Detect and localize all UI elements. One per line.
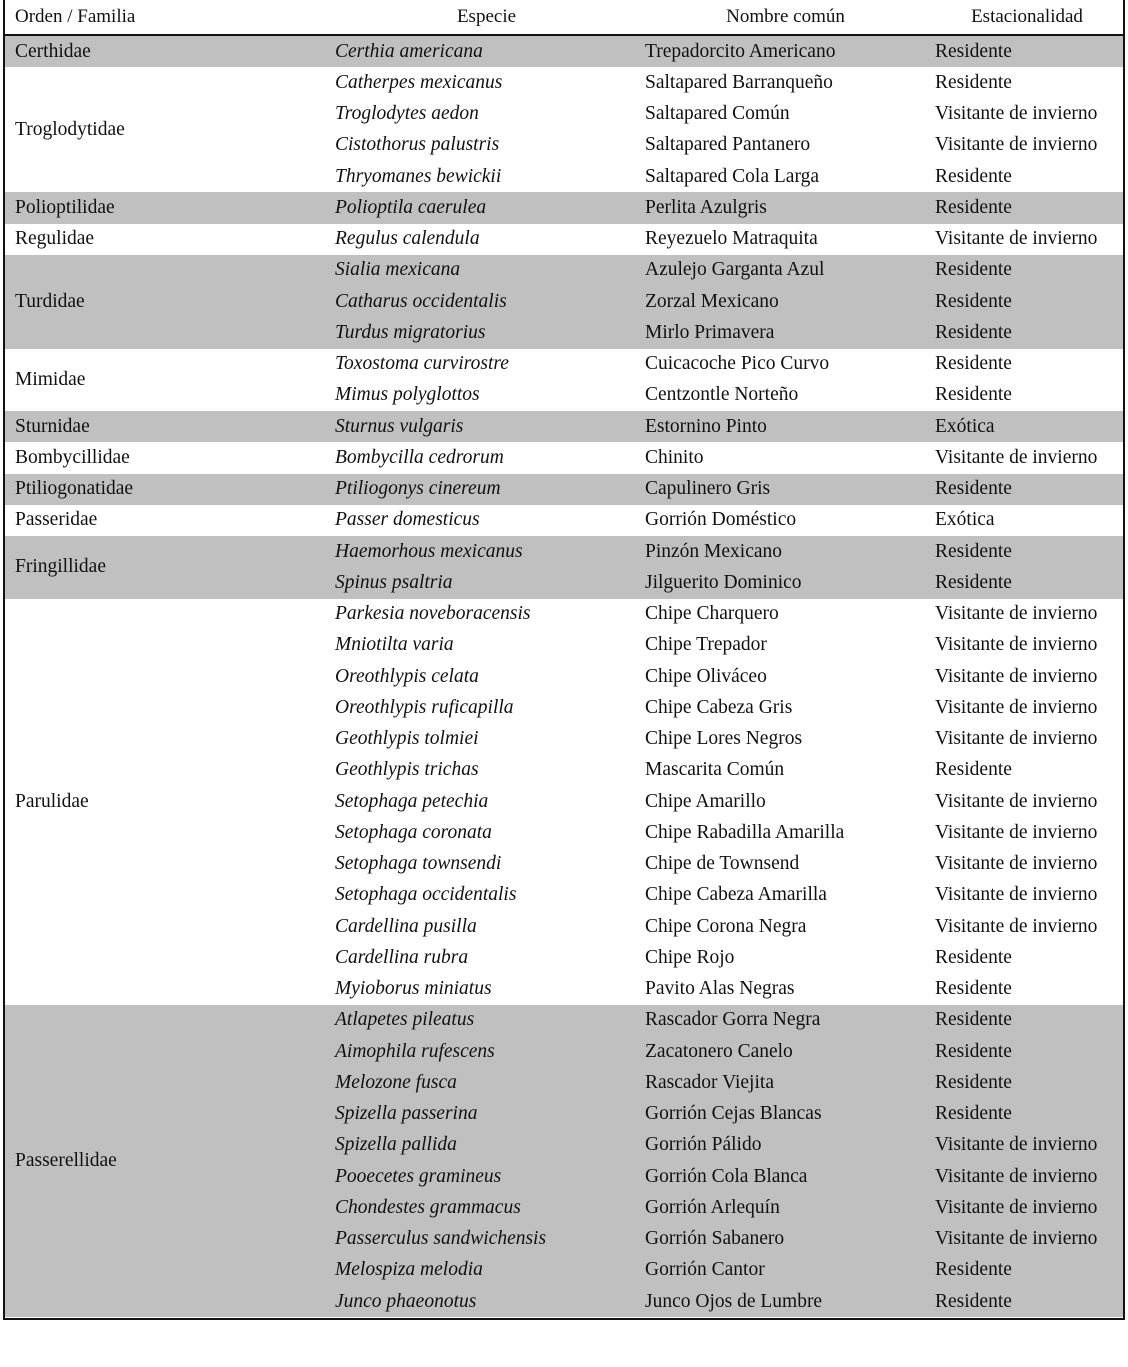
common-name-cell: Gorrión Cola Blanca xyxy=(640,1161,931,1192)
common-name-cell: Cuicacoche Pico Curvo xyxy=(645,353,830,375)
species-cell: Haemorhous mexicanus xyxy=(333,536,640,567)
family-cell: Passeridae xyxy=(15,509,98,531)
species-cell: Mimus polyglottos xyxy=(335,384,480,406)
common-name-cell: Capulinero Gris xyxy=(640,474,931,505)
family-cell: Sturnidae xyxy=(5,411,333,442)
species-cell: Geothlypis tolmiei xyxy=(335,728,479,750)
common-name-cell: Gorrión Doméstico xyxy=(645,509,797,531)
seasonality-cell: Visitante de invierno xyxy=(935,103,1098,125)
species-table-container xyxy=(3,0,1125,1320)
common-name-cell: Pinzón Mexicano xyxy=(640,536,931,567)
seasonality-cell: Exótica xyxy=(935,509,995,531)
common-name-cell: Gorrión Sabanero xyxy=(640,1224,931,1255)
table-row xyxy=(5,1005,1123,1036)
species-cell: Spinus psaltria xyxy=(333,567,640,598)
table-row xyxy=(5,224,1123,255)
species-cell: Aimophila rufescens xyxy=(333,1036,640,1067)
family-cell: Ptiliogonatidae xyxy=(5,474,333,505)
species-cell: Passerculus sandwichensis xyxy=(333,1224,640,1255)
common-name-cell: Gorrión Cejas Blancas xyxy=(640,1099,931,1130)
common-name-cell: Estornino Pinto xyxy=(640,411,931,442)
seasonality-cell: Residente xyxy=(931,192,1123,223)
table-row xyxy=(5,536,1123,567)
species-cell: Junco phaeonotus xyxy=(333,1286,640,1317)
common-name-cell: Gorrión Pálido xyxy=(640,1130,931,1161)
family-cell: Mimidae xyxy=(15,368,86,390)
seasonality-cell: Visitante de invierno xyxy=(931,1130,1123,1161)
species-cell: Turdus migratorius xyxy=(333,317,640,348)
seasonality-cell: Visitante de invierno xyxy=(931,1224,1123,1255)
seasonality-cell: Residente xyxy=(931,317,1123,348)
header-common-name: Nombre común xyxy=(640,0,931,35)
table-row xyxy=(5,35,1123,67)
header-row xyxy=(5,0,1123,35)
seasonality-cell: Visitante de invierno xyxy=(935,446,1098,468)
seasonality-cell: Visitante de invierno xyxy=(935,790,1098,812)
seasonality-cell: Residente xyxy=(931,536,1123,567)
common-name-cell: Chipe de Townsend xyxy=(645,853,800,875)
common-name-cell: Centzontle Norteño xyxy=(645,384,799,406)
seasonality-cell: Residente xyxy=(935,946,1012,968)
family-cell: Passerellidae xyxy=(5,1005,333,1318)
species-cell: Oreothlypis celata xyxy=(335,665,479,687)
seasonality-cell: Exótica xyxy=(931,411,1123,442)
family-cell: Troglodytidae xyxy=(15,118,125,140)
species-cell: Thryomanes bewickii xyxy=(335,165,502,187)
seasonality-cell: Residente xyxy=(931,1005,1123,1036)
common-name-cell: Gorrión Cantor xyxy=(640,1255,931,1286)
family-cell: Regulidae xyxy=(15,228,95,250)
species-cell: Passer domesticus xyxy=(335,509,480,531)
seasonality-cell: Residente xyxy=(931,286,1123,317)
family-cell: Parulidae xyxy=(15,790,89,812)
table-row xyxy=(5,599,1123,630)
seasonality-cell: Residente xyxy=(935,71,1012,93)
seasonality-cell: Residente xyxy=(935,759,1012,781)
species-cell: Mniotilta varia xyxy=(335,634,454,656)
common-name-cell: Mirlo Primavera xyxy=(640,317,931,348)
table-row xyxy=(5,255,1123,286)
common-name-cell: Reyezuelo Matraquita xyxy=(645,228,818,250)
species-cell: Ptiliogonys cinereum xyxy=(333,474,640,505)
seasonality-cell: Residente xyxy=(931,1067,1123,1098)
seasonality-cell: Residente xyxy=(931,1036,1123,1067)
table-row xyxy=(5,67,1123,98)
seasonality-cell: Residente xyxy=(931,255,1123,286)
common-name-cell: Rascador Gorra Negra xyxy=(640,1005,931,1036)
seasonality-cell: Visitante de invierno xyxy=(935,728,1098,750)
common-name-cell: Chipe Corona Negra xyxy=(645,915,807,937)
common-name-cell: Chipe Amarillo xyxy=(645,790,766,812)
species-cell: Pooecetes gramineus xyxy=(333,1161,640,1192)
seasonality-cell: Residente xyxy=(931,1286,1123,1317)
species-cell: Sialia mexicana xyxy=(333,255,640,286)
header-family: Orden / Familia xyxy=(5,0,333,35)
species-cell: Toxostoma curvirostre xyxy=(335,353,509,375)
seasonality-cell: Visitante de invierno xyxy=(935,821,1098,843)
seasonality-cell: Residente xyxy=(931,1099,1123,1130)
species-cell: Melospiza melodia xyxy=(333,1255,640,1286)
species-cell: Melozone fusca xyxy=(333,1067,640,1098)
common-name-cell: Zorzal Mexicano xyxy=(640,286,931,317)
common-name-cell: Chipe Trepador xyxy=(645,634,767,656)
table-row xyxy=(5,505,1123,536)
table-row xyxy=(5,411,1123,442)
seasonality-cell: Visitante de invierno xyxy=(935,915,1098,937)
seasonality-cell: Residente xyxy=(935,978,1012,1000)
species-cell: Spizella passerina xyxy=(333,1099,640,1130)
species-cell: Atlapetes pileatus xyxy=(333,1005,640,1036)
species-cell: Myioborus miniatus xyxy=(335,978,492,1000)
common-name-cell: Pavito Alas Negras xyxy=(645,978,795,1000)
seasonality-cell: Visitante de invierno xyxy=(935,134,1098,156)
common-name-cell: Mascarita Común xyxy=(645,759,785,781)
species-cell: Certhia americana xyxy=(333,35,640,67)
common-name-cell: Perlita Azulgris xyxy=(640,192,931,223)
family-cell: Certhidae xyxy=(5,35,333,67)
seasonality-cell: Residente xyxy=(931,567,1123,598)
species-cell: Catherpes mexicanus xyxy=(335,71,503,93)
species-cell: Troglodytes aedon xyxy=(335,103,479,125)
common-name-cell: Chipe Rojo xyxy=(645,946,735,968)
common-name-cell: Azulejo Garganta Azul xyxy=(640,255,931,286)
species-cell: Cistothorus palustris xyxy=(335,134,500,156)
species-cell: Polioptila caerulea xyxy=(333,192,640,223)
common-name-cell: Chipe Charquero xyxy=(645,603,779,625)
common-name-cell: Chipe Rabadilla Amarilla xyxy=(645,821,845,843)
species-cell: Spizella pallida xyxy=(333,1130,640,1161)
seasonality-cell: Visitante de invierno xyxy=(935,853,1098,875)
common-name-cell: Chipe Oliváceo xyxy=(645,665,767,687)
common-name-cell: Chinito xyxy=(645,446,704,468)
species-cell: Regulus calendula xyxy=(335,228,480,250)
common-name-cell: Junco Ojos de Lumbre xyxy=(640,1286,931,1317)
seasonality-cell: Residente xyxy=(935,165,1012,187)
seasonality-cell: Visitante de invierno xyxy=(935,884,1098,906)
table-row xyxy=(5,474,1123,505)
family-cell: Turdidae xyxy=(5,255,333,349)
header-seasonality: Estacionalidad xyxy=(931,0,1123,35)
species-cell: Setophaga petechia xyxy=(335,790,489,812)
species-cell: Cardellina rubra xyxy=(335,946,469,968)
species-cell: Setophaga townsendi xyxy=(335,853,502,875)
common-name-cell: Saltapared Pantanero xyxy=(645,134,811,156)
species-cell: Cardellina pusilla xyxy=(335,915,477,937)
header-species: Especie xyxy=(333,0,640,35)
common-name-cell: Jilguerito Dominico xyxy=(640,567,931,598)
species-cell: Geothlypis trichas xyxy=(335,759,479,781)
common-name-cell: Chipe Lores Negros xyxy=(645,728,803,750)
common-name-cell: Saltapared Cola Larga xyxy=(645,165,819,187)
common-name-cell: Chipe Cabeza Gris xyxy=(645,696,793,718)
table-row xyxy=(5,349,1123,380)
table-body xyxy=(5,35,1123,1317)
seasonality-cell: Visitante de invierno xyxy=(935,665,1098,687)
species-cell: Bombycilla cedrorum xyxy=(335,446,504,468)
common-name-cell: Zacatonero Canelo xyxy=(640,1036,931,1067)
family-cell: Bombycillidae xyxy=(15,446,130,468)
seasonality-cell: Residente xyxy=(931,474,1123,505)
family-cell: Polioptilidae xyxy=(5,192,333,223)
common-name-cell: Rascador Viejita xyxy=(640,1067,931,1098)
common-name-cell: Saltapared Barranqueño xyxy=(645,71,833,93)
species-cell: Setophaga coronata xyxy=(335,821,492,843)
seasonality-cell: Visitante de invierno xyxy=(935,603,1098,625)
species-cell: Oreothlypis ruficapilla xyxy=(335,696,514,718)
seasonality-cell: Visitante de invierno xyxy=(935,634,1098,656)
seasonality-cell: Visitante de invierno xyxy=(931,1161,1123,1192)
seasonality-cell: Residente xyxy=(935,384,1012,406)
species-cell: Setophaga occidentalis xyxy=(335,884,517,906)
common-name-cell: Saltapared Común xyxy=(645,103,790,125)
common-name-cell: Trepadorcito Americano xyxy=(640,35,931,67)
species-cell: Parkesia noveboracensis xyxy=(335,603,531,625)
table-row xyxy=(5,192,1123,223)
species-cell: Catharus occidentalis xyxy=(333,286,640,317)
family-cell: Fringillidae xyxy=(5,536,333,599)
seasonality-cell: Residente xyxy=(935,353,1012,375)
species-cell: Chondestes grammacus xyxy=(333,1192,640,1223)
species-table xyxy=(5,0,1123,1317)
seasonality-cell: Visitante de invierno xyxy=(935,696,1098,718)
common-name-cell: Chipe Cabeza Amarilla xyxy=(645,884,827,906)
seasonality-cell: Visitante de invierno xyxy=(935,228,1098,250)
seasonality-cell: Residente xyxy=(931,35,1123,67)
seasonality-cell: Visitante de invierno xyxy=(931,1192,1123,1223)
table-row xyxy=(5,442,1123,473)
species-cell: Sturnus vulgaris xyxy=(333,411,640,442)
table-header xyxy=(5,0,1123,35)
seasonality-cell: Residente xyxy=(931,1255,1123,1286)
common-name-cell: Gorrión Arlequín xyxy=(640,1192,931,1223)
